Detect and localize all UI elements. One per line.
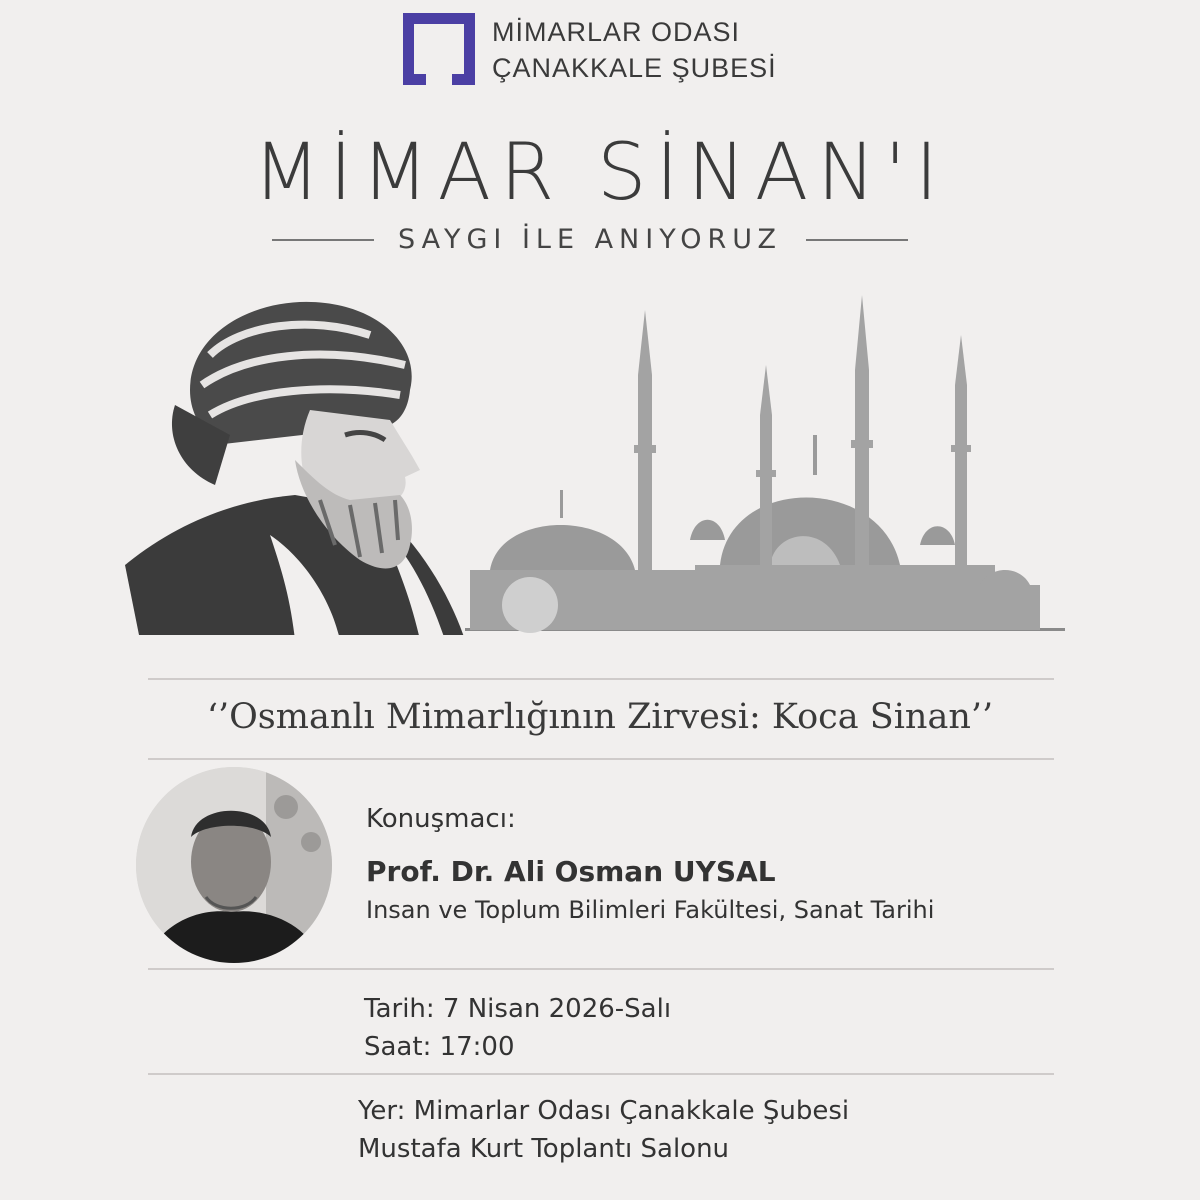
speaker-photo-icon [136,767,332,963]
event-date: Tarih: 7 Nisan 2026-Salı [364,994,672,1024]
sinan-and-mosque-illustration [120,295,1070,635]
subtitle-row [272,224,908,255]
divider-after-datetime [148,1073,1054,1075]
subtitle-left-rule [272,239,374,241]
speaker-label: Konuşmacı: [366,804,516,834]
poster-subtitle: SAYGI İLE ANIYORUZ [397,224,783,255]
venue-line-2: Mustafa Kurt Toplantı Salonu [358,1134,730,1164]
event-time: Saat: 17:00 [364,1032,515,1062]
talk-title: ‘’Osmanlı Mimarlığının Zirvesi: Koca Sinan’’ [206,697,994,737]
speaker-info [366,802,934,926]
speaker-name: Prof. Dr. Ali Osman UYSAL [366,855,776,888]
divider-top [148,678,1054,680]
divider-after-speaker [148,968,1054,970]
venue-line-1: Yer: Mimarlar Odası Çanakkale Şubesi [358,1096,850,1126]
speaker-photo [136,767,332,963]
chamber-logo [400,10,777,88]
event-datetime [364,990,671,1066]
event-venue [358,1092,849,1168]
speaker-department: Insan ve Toplum Bilimleri Fakültesi, Sanat Tarihi [366,896,935,924]
logo-line-1: MİMARLAR ODASI [492,17,741,47]
architect-portrait-icon [125,302,465,635]
mosque-silhouette-icon [465,295,1065,633]
poster-title: MİMAR SİNAN'I [253,128,947,218]
divider-after-title [148,758,1054,760]
chamber-logo-icon [400,10,478,88]
logo-line-2: ÇANAKKALE ŞUBESİ [492,53,777,83]
subtitle-right-rule [806,239,908,241]
